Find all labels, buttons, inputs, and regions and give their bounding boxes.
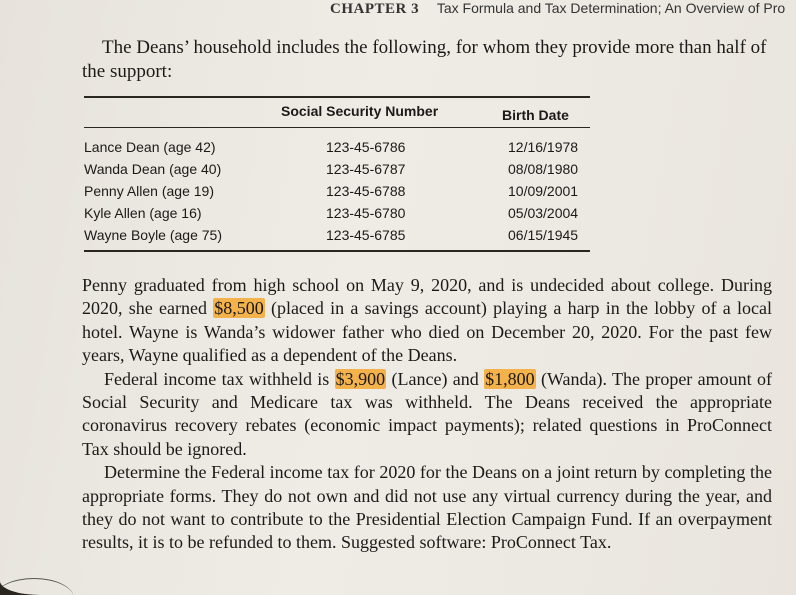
- paragraph-withholding: [82, 368, 772, 462]
- para2-text-end: (Wanda). The proper amount of Social Security and Medicare tax was withheld. The Deans received the appropriate coronavirus recovery rebates (economic impact payments); related questions in ProConnect Tax should be ignored.: [82, 368, 772, 459]
- table-row: [84, 161, 590, 183]
- highlight-lance-withholding: $3,900: [335, 368, 386, 389]
- para2-text-start: Federal income tax withheld is: [104, 368, 335, 389]
- member-name: Kyle Allen (age 16): [84, 205, 202, 221]
- intro-paragraph: The Deans’ household includes the following, for whom they provide more than half of the support:: [82, 37, 767, 82]
- problem-text: [82, 274, 772, 555]
- table-row: [84, 139, 590, 161]
- member-birth-date: 12/16/1978: [508, 139, 579, 155]
- member-ssn: 123-45-6787: [326, 161, 406, 177]
- page-curl: [0, 578, 74, 595]
- para2-text-middle: (Lance) and: [386, 368, 485, 389]
- running-header: [330, 0, 785, 18]
- chapter-title: Tax Formula and Tax Determination; An Overview of Pro: [436, 0, 786, 16]
- para1-text-end: (placed in a savings account) playing a harp in the lobby of a local hotel. Wayne is Wanda’s widower father who died on December 20, 2020. For the past few years, Wayne qualified as a dependent of the Deans.: [82, 298, 772, 366]
- member-name: Penny Allen (age 19): [84, 183, 214, 199]
- member-birth-date: 08/08/1980: [508, 161, 579, 177]
- member-name: Wayne Boyle (age 75): [84, 227, 222, 243]
- paragraph-penny: [82, 274, 772, 368]
- member-name: Wanda Dean (age 40): [84, 161, 222, 177]
- chapter-label: CHAPTER 3: [330, 1, 420, 17]
- member-ssn: 123-45-6785: [326, 227, 406, 243]
- member-name: Lance Dean (age 42): [84, 139, 216, 155]
- table-row: [84, 183, 590, 205]
- member-ssn: 123-45-6780: [326, 205, 406, 221]
- header-ssn: Social Security Number: [281, 103, 439, 119]
- table-row: [84, 205, 590, 227]
- table-bottom-rule: [84, 250, 590, 252]
- paragraph-instructions: Determine the Federal income tax for 2020 for the Deans on a joint return by completing the appropriate forms. They do not own and did not use any virtual currency during the year, and they do not want to contribute to the Presidential Election Campaign Fund. If an overpayment results, it is to be refunded to them. Suggested software: ProConnect Tax.: [82, 462, 772, 553]
- table-row: [84, 227, 590, 249]
- member-birth-date: 10/09/2001: [508, 183, 579, 199]
- para1-text-start: Penny graduated from high school on May 9, 2020, and is undecided about college. During 2020, she earned: [82, 275, 772, 319]
- highlight-penny-earnings: $8,500: [214, 298, 264, 319]
- member-birth-date: 05/03/2004: [508, 205, 579, 221]
- member-birth-date: 06/15/1945: [508, 227, 579, 243]
- table-top-rule: [84, 96, 590, 98]
- table-header-rule: [84, 127, 590, 128]
- member-ssn: 123-45-6788: [326, 183, 406, 199]
- member-ssn: 123-45-6786: [326, 139, 406, 155]
- header-birth-date: Birth Date: [502, 107, 569, 123]
- highlight-wanda-withholding: $1,800: [485, 368, 535, 389]
